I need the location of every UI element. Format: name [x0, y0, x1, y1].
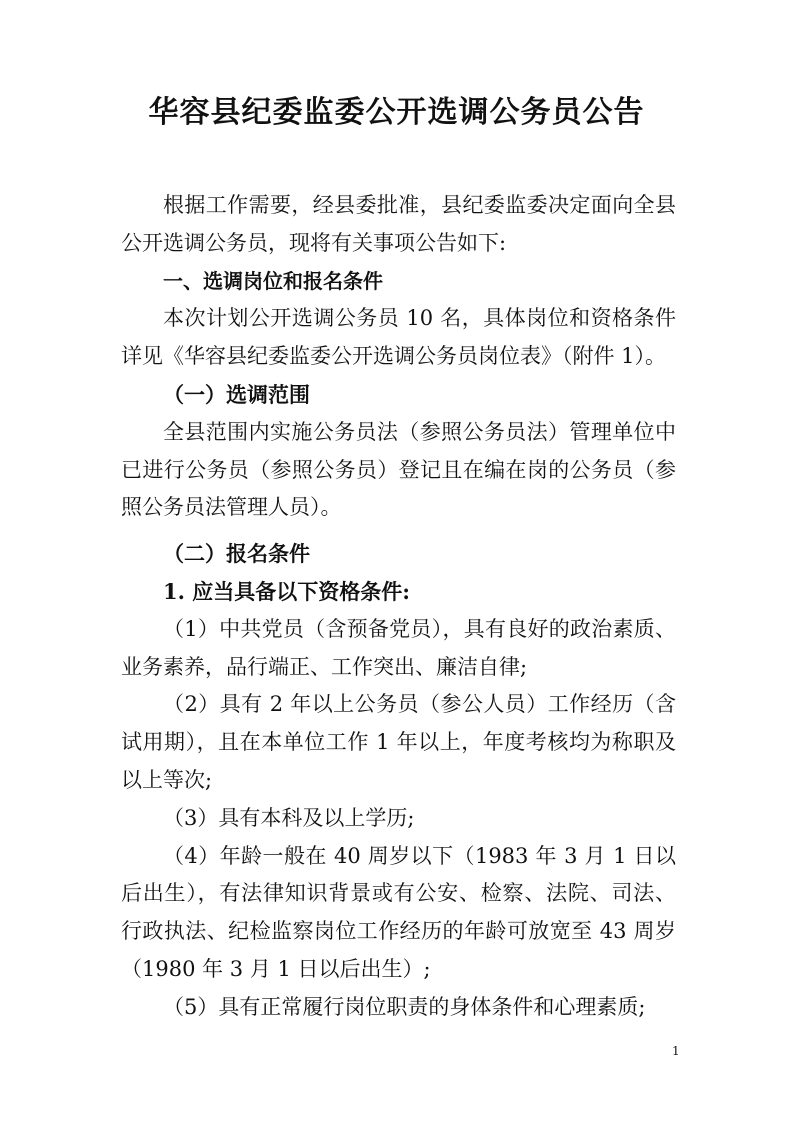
- plan-paragraph: 本次计划公开选调公务员 10 名，具体岗位和资格条件详见《华容县纪委监委公开选调公务员岗位表》（附件 1）。: [121, 306, 676, 369]
- intro-paragraph: 根据工作需要，经县委批准，县纪委监委决定面向全县公开选调公务员，现将有关事项公告如下:: [121, 193, 676, 255]
- subsection-heading-scope: （一）选调范围: [163, 381, 310, 407]
- condition-item-4: （4）年龄一般在 40 周岁以下（1983 年 3 月 1 日以后出生），有法律知识背景或有公安、检察、法院、司法、行政执法、纪检监察岗位工作经历的年龄可放宽至 43 周岁（1980 年 3 月 1 日以后出生）;: [121, 843, 676, 981]
- document-title: 华容县纪委监委公开选调公务员公告: [148, 95, 645, 130]
- scope-paragraph: 全县范围内实施公务员法（参照公务员法）管理单位中已进行公务员（参照公务员）登记且在编在岗的公务员（参照公务员法管理人员）。: [121, 419, 676, 520]
- condition-item-1: （1）中共党员（含预备党员），具有良好的政治素质、业务素养，品行端正、工作突出、廉洁自律;: [121, 616, 676, 679]
- conditions-heading: 1. 应当具备以下资格条件:: [163, 578, 410, 604]
- condition-item-5: （5）具有正常履行岗位职责的身体条件和心理素质;: [163, 994, 646, 1019]
- document-body: [121, 187, 676, 1027]
- page-number: 1: [672, 1044, 680, 1058]
- condition-item-2: （2）具有 2 年以上公务员（参公人员）工作经历（含试用期），且在本单位工作 1 年以上，年度考核均为称职及以上等次;: [121, 692, 676, 792]
- section-heading-1: 一、选调岗位和报名条件: [163, 268, 383, 293]
- condition-item-3: （3）具有本科及以上学历;: [163, 805, 415, 830]
- subsection-heading-conditions: （二）报名条件: [163, 541, 310, 567]
